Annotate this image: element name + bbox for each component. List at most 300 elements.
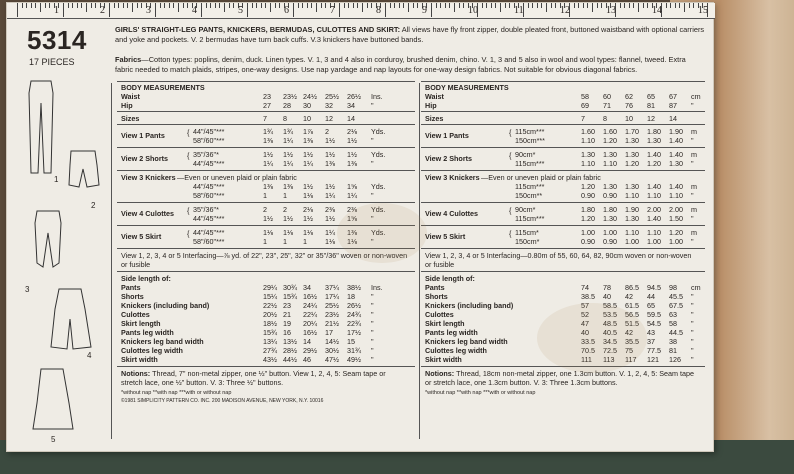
- measure-value: 51.5: [625, 319, 639, 328]
- ruler-tick: [417, 3, 418, 8]
- unit-label: ": [371, 310, 374, 319]
- size-value: 12: [647, 114, 655, 123]
- unit-label: Ins.: [371, 283, 383, 292]
- yardage-value: 0.90: [581, 191, 595, 200]
- yardage-value: 1½: [303, 182, 313, 191]
- measure-value: 29½: [303, 346, 317, 355]
- ruler-tick: [178, 3, 179, 12]
- yardage-value: 1⅛: [303, 191, 313, 200]
- measure-value: 18: [347, 292, 355, 301]
- hip-value: 34: [347, 101, 355, 110]
- ruler-tick: [385, 3, 386, 17]
- yardage-value: 1.20: [625, 159, 639, 168]
- yardage-value: 1: [283, 237, 287, 246]
- yardage-value: 1⅛: [347, 237, 357, 246]
- ruler-number: 9: [422, 5, 427, 16]
- size-value: 8: [603, 114, 607, 123]
- interfacing-text: View 1, 2, 3, 4 or 5 Interfacing—0.80m of 55, 60, 64, 82, 90cm woven or non-woven or fusible: [425, 251, 692, 269]
- ruler-tick: [528, 3, 529, 8]
- measure-label: Knickers leg band width: [425, 337, 508, 346]
- measure-value: 74: [581, 283, 589, 292]
- measure-value: 46: [303, 355, 311, 364]
- ruler-tick: [63, 3, 64, 17]
- yardage-value: 1.10: [647, 191, 661, 200]
- yardage-value: 1.30: [625, 150, 639, 159]
- measure-value: 75: [625, 346, 633, 355]
- yardage-value: 1¼: [325, 191, 335, 200]
- yardage-value: 1.90: [669, 127, 683, 136]
- hip-value: 32: [325, 101, 333, 110]
- waist-value: 60: [603, 92, 611, 101]
- ruler-tick: [261, 3, 262, 8]
- fabric-width: 44"/45"***: [193, 214, 225, 223]
- unit-label: ": [371, 292, 374, 301]
- measure-label: Pants leg width: [121, 328, 174, 337]
- stain: [337, 203, 427, 263]
- ruler-tick: [408, 3, 409, 12]
- ruler-tick: [247, 3, 248, 17]
- unit-label: Yds.: [371, 127, 386, 136]
- yardage-value: 1⅛: [283, 228, 293, 237]
- yardage-value: 1½: [347, 150, 357, 159]
- fabric-width: 44"/45"***: [193, 159, 225, 168]
- hip-value: 28: [283, 101, 291, 110]
- yardage-value: 1: [303, 237, 307, 246]
- measure-value: 16: [283, 328, 291, 337]
- yardage-value: 2⅛: [303, 205, 313, 214]
- measure-value: 14: [303, 337, 311, 346]
- yardage-value: 1.30: [603, 150, 617, 159]
- ruler-tick: [505, 3, 506, 8]
- ruler-tick: [445, 3, 446, 8]
- measure-label: Knickers (including band): [425, 301, 514, 310]
- row-rule: [421, 271, 705, 272]
- ruler-tick: [624, 3, 625, 8]
- ruler-tick: [219, 3, 220, 8]
- measure-value: 20½: [263, 310, 277, 319]
- yardage-value: 1.20: [581, 214, 595, 223]
- brace: {: [187, 151, 190, 160]
- yardage-value: 1.30: [603, 214, 617, 223]
- ruler-tick: [541, 3, 542, 8]
- figure-label-2: 2: [91, 201, 96, 210]
- unit-label: ": [371, 328, 374, 337]
- measure-value: 78: [603, 283, 611, 292]
- measure-value: 65: [647, 301, 655, 310]
- measure-value: 17¼: [325, 292, 339, 301]
- ruler-tick: [440, 3, 441, 8]
- measure-value: 70.5: [581, 346, 595, 355]
- ruler-tick: [620, 3, 621, 8]
- yardage-value: 1½: [303, 150, 313, 159]
- measure-value: 24¼: [303, 301, 317, 310]
- measure-value: 47: [581, 319, 589, 328]
- ruler-tick: [459, 3, 460, 8]
- ruler-tick: [413, 3, 414, 8]
- table-title: BODY MEASUREMENTS: [425, 83, 509, 92]
- brace: {: [509, 206, 512, 215]
- fabric-width: 58"/60"***: [193, 237, 225, 246]
- measure-value: 37¼: [325, 283, 339, 292]
- ruler-tick: [486, 3, 487, 8]
- ruler-tick: [601, 3, 602, 8]
- ruler-tick: [587, 3, 588, 8]
- ruler-tick: [348, 3, 349, 8]
- ruler-number: 11: [514, 5, 524, 16]
- unit-label: ": [691, 237, 694, 246]
- row-rule: [117, 366, 415, 367]
- measure-value: 67.5: [669, 301, 683, 310]
- waist-value: 24½: [303, 92, 317, 101]
- fabrics-text: —Cotton types: poplins, denim, duck. Linen types. V. 1, 3 and 4 also in corduroy, brushed denim, chino. V. 1, 3 and 5 also in wool and wool types: flannel, tweed. Extra fabric needed to match plaids, stripes, one-way designs. Use nap yardage and nap layouts for one-way design fabrics. Not suitable for obvious diagonal fabrics.: [115, 55, 686, 74]
- measure-value: 23½: [325, 310, 339, 319]
- notions-body: Thread, 7" non-metal zipper, one ½" button. View 1, 2, 4, 5: Seam tape or stretch lace, one ½" button. V. 3: Three ½" buttons.: [121, 369, 386, 387]
- fabric-width: 44"/45"***: [193, 127, 225, 136]
- unit-label: ": [691, 301, 694, 310]
- view1-pants-figure: [29, 81, 53, 173]
- description-block: [115, 25, 705, 44]
- waist-label: Waist: [425, 92, 444, 101]
- fabric-width: 44"/45"***: [193, 228, 225, 237]
- measure-value: 38.5: [581, 292, 595, 301]
- yardage-value: 1½: [325, 136, 335, 145]
- ruler-tick: [638, 3, 639, 12]
- ruler-tick: [210, 3, 211, 8]
- view-label: View 1 Pants: [425, 131, 469, 140]
- measure-value: 30¾: [283, 283, 297, 292]
- measure-value: 121: [647, 355, 659, 364]
- measure-value: 58.5: [603, 301, 617, 310]
- measure-value: 43: [647, 328, 655, 337]
- ruler-number: 4: [192, 5, 197, 16]
- unit-label: ": [691, 328, 694, 337]
- ruler-tick: [689, 3, 690, 8]
- ruler-tick: [403, 3, 404, 8]
- waist-value: 62: [625, 92, 633, 101]
- unit-label: ": [371, 159, 374, 168]
- unit-label: m: [691, 205, 697, 214]
- measure-label: Pants: [121, 283, 141, 292]
- unit-label: ": [691, 319, 694, 328]
- side-length-title: Side length of:: [425, 274, 475, 283]
- measure-value: 57: [581, 301, 589, 310]
- measure-value: 40: [581, 328, 589, 337]
- ruler-tick: [362, 3, 363, 12]
- yardage-value: 1½: [303, 214, 313, 223]
- ruler-tick: [307, 3, 308, 8]
- yardage-value: 1.10: [603, 159, 617, 168]
- measure-value: 40: [603, 292, 611, 301]
- row-rule: [421, 111, 705, 112]
- ruler-tick: [40, 3, 41, 12]
- ruler-number: 10: [468, 5, 478, 16]
- fabric-width: 35"/36"*: [193, 150, 219, 159]
- yardage-value: 1½: [263, 214, 273, 223]
- unit-label: m: [691, 182, 697, 191]
- copyright: ©1981 SIMPLICITY PATTERN CO. INC. 200 MADISON AVENUE, NEW YORK, N.Y. 10016: [121, 398, 324, 404]
- measure-value: 126: [669, 355, 681, 364]
- yardage-value: 1.00: [647, 237, 661, 246]
- ruler-tick: [390, 3, 391, 8]
- yardage-value: 1⅛: [303, 228, 313, 237]
- size-value: 12: [325, 114, 333, 123]
- yardage-value: 1.20: [647, 159, 661, 168]
- ruler-tick: [279, 3, 280, 8]
- ruler-number: 15: [698, 5, 708, 16]
- unit-label: m: [691, 127, 697, 136]
- yardage-value: 1¼: [263, 159, 273, 168]
- ruler-tick: [431, 3, 432, 17]
- measure-value: 63: [669, 310, 677, 319]
- view-label: View 2 Shorts: [121, 154, 169, 163]
- ruler-tick: [17, 3, 18, 17]
- ruler-tick: [325, 3, 326, 8]
- yardage-value: 1⅝: [347, 182, 357, 191]
- ruler-tick: [463, 3, 464, 8]
- ruler-tick: [187, 3, 188, 8]
- ruler-tick: [160, 3, 161, 8]
- measure-value: 16½: [303, 328, 317, 337]
- measure-value: 25½: [325, 301, 339, 310]
- measure-value: 56.5: [625, 310, 639, 319]
- side-length-title: Side length of:: [121, 274, 171, 283]
- yardage-value: 1.50: [669, 214, 683, 223]
- ruler: [7, 3, 715, 19]
- measure-label: Pants: [425, 283, 445, 292]
- yardage-value: 1.10: [669, 191, 683, 200]
- yardage-value: 1⅜: [303, 136, 313, 145]
- notions-label: Notions:: [425, 369, 457, 378]
- fabrics-block: [115, 55, 705, 74]
- ruler-tick: [344, 3, 345, 8]
- notions-text: [121, 369, 409, 387]
- ruler-tick: [532, 3, 533, 8]
- unit-label: ": [691, 346, 694, 355]
- measure-label: Skirt length: [121, 319, 161, 328]
- ruler-tick: [339, 3, 340, 17]
- measure-value: 15: [347, 337, 355, 346]
- unit-label: Yds.: [371, 205, 386, 214]
- yardage-value: 1: [263, 191, 267, 200]
- measure-value: 94.5: [647, 283, 661, 292]
- measure-value: 44.5: [669, 328, 683, 337]
- yardage-value: 2: [283, 205, 287, 214]
- measure-value: 33.5: [581, 337, 595, 346]
- ruler-number: 5: [238, 5, 243, 16]
- yardage-value: 2.00: [647, 205, 661, 214]
- ruler-number: 14: [652, 5, 662, 16]
- unit-label: ": [691, 337, 694, 346]
- measure-label: Skirt width: [121, 355, 158, 364]
- yardage-value: 1.00: [603, 228, 617, 237]
- unit-label: ": [371, 136, 374, 145]
- measure-value: 113: [603, 355, 615, 364]
- yardage-value: 1.30: [647, 136, 661, 145]
- ruler-tick: [449, 3, 450, 8]
- measure-value: 53.5: [603, 310, 617, 319]
- ruler-tick: [270, 3, 271, 12]
- yardage-value: 1.10: [647, 228, 661, 237]
- measure-value: 21: [283, 310, 291, 319]
- ruler-tick: [546, 3, 547, 12]
- ruler-tick: [155, 3, 156, 17]
- unit-label: Yds.: [371, 228, 386, 237]
- size-value: 10: [625, 114, 633, 123]
- yardage-value: 1.40: [647, 150, 661, 159]
- fabric-width: 44"/45"***: [193, 182, 225, 191]
- footnote: *without nap **with nap ***with or without nap: [425, 390, 536, 396]
- unit-label: ": [691, 191, 694, 200]
- pattern-number: 5314: [27, 25, 87, 55]
- row-rule: [117, 147, 415, 148]
- measure-value: 13½: [283, 337, 297, 346]
- yardage-value: 0.90: [603, 237, 617, 246]
- view4-culottes-figure: [51, 289, 91, 349]
- measure-value: 14½: [325, 337, 339, 346]
- yardage-value: 1½: [325, 214, 335, 223]
- ruler-tick: [394, 3, 395, 8]
- hip-value: 87: [669, 101, 677, 110]
- measure-value: 49½: [347, 355, 361, 364]
- ruler-tick: [597, 3, 598, 8]
- ruler-tick: [298, 3, 299, 8]
- unit-label: ": [371, 237, 374, 246]
- ruler-tick: [551, 3, 552, 8]
- footnote: *without nap **with nap ***with or without nap: [121, 390, 232, 396]
- row-rule: [421, 248, 705, 249]
- fabric-width: 115cm*: [515, 228, 539, 237]
- measure-value: 42: [625, 292, 633, 301]
- figure-label-5: 5: [51, 435, 56, 444]
- fabric-width: 35"/36"*: [193, 205, 219, 214]
- yardage-value: 1: [263, 237, 267, 246]
- measure-label: Skirt length: [425, 319, 465, 328]
- measure-value: 43½: [263, 355, 277, 364]
- size-value: 14: [347, 114, 355, 123]
- ruler-tick: [670, 3, 671, 8]
- ruler-tick: [311, 3, 312, 8]
- ruler-tick: [118, 3, 119, 8]
- ruler-number: 1: [54, 5, 59, 16]
- unit-label: ": [371, 214, 374, 223]
- fabric-width: 150cm***: [515, 136, 545, 145]
- unit-label: ": [691, 214, 694, 223]
- sizes-label: Sizes: [425, 114, 444, 123]
- view-label: View 3 Knickers: [121, 173, 176, 182]
- yardage-value: 1.80: [647, 127, 661, 136]
- yardage-value: 1.40: [647, 214, 661, 223]
- pattern-title: GIRLS' STRAIGHT-LEG PANTS, KNICKERS, BERMUDAS, CULOTTES AND SKIRT:: [115, 25, 401, 34]
- yardage-value: 0.90: [603, 191, 617, 200]
- yardage-value: 1½: [325, 182, 335, 191]
- hip-value: 81: [647, 101, 655, 110]
- brace: {: [187, 206, 190, 215]
- measure-value: 26½: [347, 301, 361, 310]
- ruler-tick: [509, 3, 510, 8]
- measure-value: 27¾: [263, 346, 277, 355]
- waist-value: 65: [647, 92, 655, 101]
- ruler-tick: [643, 3, 644, 8]
- measure-value: 44½: [283, 355, 297, 364]
- ruler-tick: [537, 3, 538, 8]
- view-illustrations: [7, 73, 107, 474]
- yardage-value: 1½: [283, 150, 293, 159]
- ruler-tick: [647, 3, 648, 8]
- yardage-value: 1.70: [625, 127, 639, 136]
- ruler-tick: [454, 3, 455, 12]
- unit-label: ": [691, 355, 694, 364]
- waist-label: Waist: [121, 92, 140, 101]
- measure-value: 29¼: [263, 283, 277, 292]
- measure-value: 23: [283, 301, 291, 310]
- ruler-tick: [132, 3, 133, 12]
- yardage-value: 1½: [263, 150, 273, 159]
- waist-value: 58: [581, 92, 589, 101]
- sizes-label: Sizes: [121, 114, 140, 123]
- ruler-tick: [45, 3, 46, 8]
- yardage-value: 1.00: [669, 237, 683, 246]
- measure-value: 30½: [325, 346, 339, 355]
- ruler-tick: [77, 3, 78, 8]
- ruler-tick: [137, 3, 138, 8]
- ruler-tick: [316, 3, 317, 12]
- unit-label: ": [691, 292, 694, 301]
- yardage-value: 1.40: [669, 150, 683, 159]
- fabrics-label: Fabrics: [115, 55, 142, 64]
- yardage-value: 1⅛: [263, 228, 273, 237]
- view-note: —Even or uneven plaid or plain fabric: [177, 173, 297, 182]
- yardage-value: 1⅛: [325, 237, 335, 246]
- measure-value: 117: [625, 355, 637, 364]
- unit-label: ": [371, 101, 374, 110]
- view-label: View 4 Culottes: [425, 209, 478, 218]
- measure-value: 59.5: [647, 310, 661, 319]
- measure-label: Knickers leg band width: [121, 337, 204, 346]
- ruler-tick: [201, 3, 202, 17]
- ruler-tick: [183, 3, 184, 8]
- unit-label: cm: [691, 92, 701, 101]
- ruler-tick: [491, 3, 492, 8]
- measure-value: 19: [283, 319, 291, 328]
- ruler-tick: [256, 3, 257, 8]
- measure-value: 34: [303, 283, 311, 292]
- table-title: BODY MEASUREMENTS: [121, 83, 205, 92]
- measure-value: 24¾: [347, 310, 361, 319]
- yardage-value: 1¾: [263, 127, 273, 136]
- ruler-tick: [302, 3, 303, 8]
- measure-value: 35.5: [625, 337, 639, 346]
- hip-value: 76: [625, 101, 633, 110]
- ruler-tick: [399, 3, 400, 8]
- ruler-number: 6: [284, 5, 289, 16]
- ruler-tick: [436, 3, 437, 8]
- pieces-count: 17 PIECES: [29, 57, 75, 67]
- yardage-value: 1.30: [669, 159, 683, 168]
- measure-value: 61.5: [625, 301, 639, 310]
- fabric-width: 115cm***: [515, 214, 545, 223]
- fabric-width: 58"/60"***: [193, 136, 225, 145]
- yardage-value: 1⅜: [283, 182, 293, 191]
- fabric-width: 115cm***: [515, 127, 545, 136]
- ruler-tick: [666, 3, 667, 8]
- waist-value: 67: [669, 92, 677, 101]
- measure-value: 81: [669, 346, 677, 355]
- yardage-value: 1.00: [625, 237, 639, 246]
- ruler-tick: [26, 3, 27, 8]
- ruler-tick: [229, 3, 230, 8]
- measure-label: Culottes: [121, 310, 150, 319]
- measure-value: 38½: [347, 283, 361, 292]
